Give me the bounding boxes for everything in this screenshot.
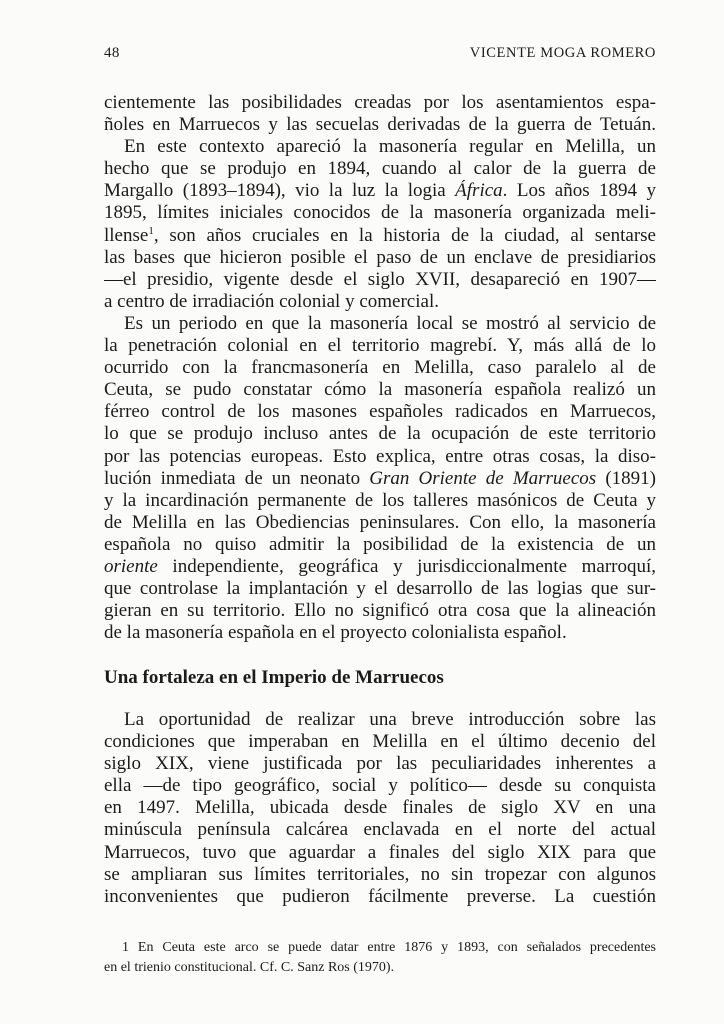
text-line bbox=[104, 158, 656, 180]
line-text: hecho que se produjo en 1894, cuando al calor de la guerra de bbox=[104, 158, 656, 180]
text-line bbox=[104, 753, 656, 775]
section-heading: Una fortaleza en el Imperio de Marruecos bbox=[104, 667, 444, 688]
text-line bbox=[104, 534, 656, 556]
section-body-text bbox=[104, 709, 656, 908]
line-text: ñoles en Marruecos y las secuelas derivadas de la guerra de Tetuán. bbox=[104, 114, 656, 136]
line-text: y la incardinación permanente de los talleres masónicos de Ceuta y bbox=[104, 489, 656, 511]
line-text: en 1497. Melilla, ubicada desde finales de siglo XV en una bbox=[104, 797, 656, 819]
line-text: lución inmediata de un neonato bbox=[104, 467, 370, 489]
text-line bbox=[104, 622, 656, 644]
line-text: inconvenientes que pudieron fácilmente preverse. La cuestión bbox=[104, 885, 656, 907]
text-line bbox=[104, 886, 656, 908]
line-text: de Melilla en las Obediencias peninsulares. Con ello, la masonería bbox=[104, 511, 656, 533]
text-line bbox=[104, 313, 656, 335]
text-line bbox=[104, 335, 656, 357]
italic-text: África bbox=[455, 180, 503, 202]
text-line bbox=[104, 819, 656, 841]
line-text: por las potencias europeas. Esto explica, entre otras cosas, la diso- bbox=[104, 445, 656, 467]
line-text: que controlase la implantación y el desarrollo de las logias que sur- bbox=[104, 578, 656, 600]
italic-text: Gran Oriente de Marruecos bbox=[369, 467, 597, 489]
line-text: Margallo (1893–1894), vio la luz la logia bbox=[104, 180, 456, 202]
line-text: ocurrido con la francmasonería en Melilla, caso paralelo al de bbox=[104, 357, 656, 379]
text-line bbox=[104, 379, 656, 401]
text-line bbox=[104, 775, 656, 797]
text-line bbox=[104, 864, 656, 886]
text-line bbox=[104, 202, 656, 224]
italic-text: oriente bbox=[104, 555, 158, 577]
line-text: minúscula península calcárea enclavada en el norte del actual bbox=[104, 819, 656, 841]
text-line bbox=[104, 247, 656, 269]
line-text: a centro de irradiación colonial y comercial. bbox=[104, 290, 439, 312]
line-text: siglo XIX, viene justificada por las peculiaridades inherentes a bbox=[104, 753, 656, 775]
body-text bbox=[104, 92, 656, 644]
line-text: española no quiso admitir la posibilidad de la existencia de un bbox=[104, 533, 656, 555]
text-line bbox=[104, 423, 656, 445]
text-line bbox=[104, 731, 656, 753]
footnote-marker: 1 bbox=[122, 940, 129, 955]
line-text: llense bbox=[104, 224, 149, 246]
line-text: La oportunidad de realizar una breve introducción sobre las bbox=[124, 709, 656, 730]
line-text: condiciones que imperaban en Melilla en el último decenio del bbox=[104, 731, 656, 753]
text-line bbox=[104, 600, 656, 622]
line-text: la penetración colonial en el territorio magrebí. Y, más allá de lo bbox=[104, 335, 656, 357]
line-text: gieran en su territorio. Ello no significó otra cosa que la alineación bbox=[104, 600, 656, 622]
line-text: las bases que hicieron posible el paso de un enclave de presidiarios bbox=[104, 246, 656, 268]
text-line bbox=[104, 578, 656, 600]
line-text: —el presidio, vigente desde el siglo XVII, desapareció en 1907— bbox=[104, 268, 656, 290]
page-number: 48 bbox=[104, 45, 120, 61]
text-line bbox=[104, 468, 656, 490]
text-line bbox=[104, 225, 656, 247]
text-line bbox=[104, 291, 656, 313]
text-line bbox=[104, 269, 656, 291]
text-line bbox=[104, 709, 656, 731]
text-line bbox=[104, 797, 656, 819]
footnote bbox=[104, 938, 656, 978]
text-line bbox=[104, 357, 656, 379]
line-text: ella —de tipo geográfico, social y político— desde su conquista bbox=[104, 775, 656, 797]
line-text: En este contexto apareció la masonería regular en Melilla, un bbox=[124, 136, 656, 158]
line-text: cientemente las posibilidades creadas por los asentamientos espa- bbox=[104, 92, 656, 113]
line-text: se ampliaran sus límites territoriales, no sin tropezar con algunos bbox=[104, 863, 656, 885]
line-text: independiente, geográfica y jurisdiccionalmente marroquí, bbox=[157, 555, 656, 577]
text-line bbox=[104, 842, 656, 864]
line-text: lo que se produjo incluso antes de la ocupación de este territorio bbox=[104, 423, 656, 445]
text-line bbox=[104, 490, 656, 512]
line-text: , son años cruciales en la historia de la ciudad, al sentarse bbox=[153, 224, 656, 246]
text-line bbox=[104, 180, 656, 202]
text-line bbox=[104, 401, 656, 423]
text-line bbox=[104, 136, 656, 158]
line-text: . Los años 1894 y bbox=[502, 180, 656, 202]
line-text: 1895, límites iniciales conocidos de la masonería organizada meli- bbox=[104, 202, 656, 224]
footnote-reference: 1 bbox=[148, 224, 154, 237]
running-head: VICENTE MOGA ROMERO bbox=[469, 45, 656, 61]
footnote-line: en el trienio constitucional. Cf. C. Sanz Ros (1970). bbox=[104, 960, 395, 975]
line-text: Ceuta, se pudo constatar cómo la masonería española realizó un bbox=[104, 379, 656, 401]
text-line bbox=[104, 114, 656, 136]
line-text: Marruecos, tuvo que aguardar a finales del siglo XIX para que bbox=[104, 841, 656, 863]
page-header bbox=[104, 45, 656, 69]
text-line bbox=[104, 446, 656, 468]
footnote-line bbox=[104, 938, 656, 958]
text-line bbox=[104, 512, 656, 534]
line-text: de la masonería española en el proyecto colonialista español. bbox=[104, 622, 567, 644]
line-text: (1891) bbox=[596, 467, 656, 489]
line-text: férreo control de los masones españoles radicados en Marruecos, bbox=[104, 401, 656, 423]
footnote-text-1: En Ceuta este arco se puede datar entre 1876 y 1893, con señalados precedentes bbox=[137, 940, 656, 955]
text-line bbox=[104, 92, 656, 114]
text-line bbox=[104, 556, 656, 578]
line-text: Es un periodo en que la masonería local se mostró al servicio de bbox=[124, 312, 656, 334]
